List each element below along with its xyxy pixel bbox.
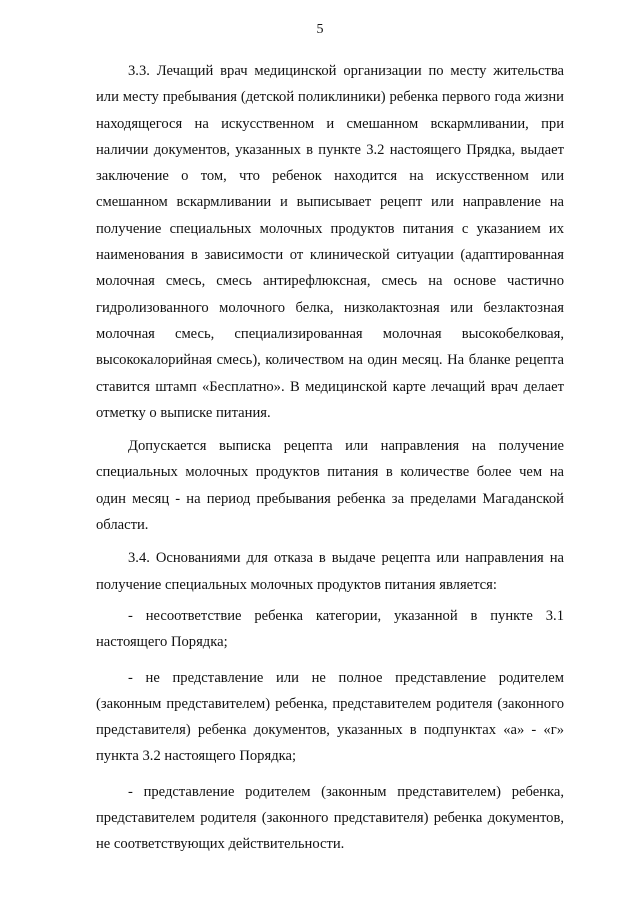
paragraph-allowance: Допускается выписка рецепта или направления на получение специальных молочных продуктов питания в количестве более чем на один месяц - на период пребывания ребенка за пределами Магаданской области.	[96, 438, 564, 534]
list-item-category-mismatch: - несоответствие ребенка категории, указанной в пункте 3.1 настоящего Порядка;	[96, 607, 564, 651]
page-number: 5	[316, 22, 324, 37]
document-body	[96, 58, 564, 858]
paragraph-3-3: 3.3. Лечащий врач медицинской организации по месту жительства или месту пребывания (детской поликлиники) ребенка первого года жизни находящегося на искусственном и смешанном вскармливании, при наличии документов, указанных в пункте 3.2 настоящего Прядка, выдает заключение о том, что ребенок находится на искусственном или смешанном вскармливании и выписывает рецепт или направление на получение специальных молочных продуктов питания с указанием их наименования в зависимости от клинической ситуации (адаптированная молочная смесь, смесь антирефлюксная, смесь на основе частично гидролизованного молочного белка, низколактозная или безлактозная молочная смесь, специализированная молочная высокобелковая, высококалорийная смесь), количеством на один месяц. На бланке рецепта ставится штамп «Бесплатно». В медицинской карте лечащий врач делает отметку о выписке питания.	[96, 63, 564, 421]
list-item-missing-documents: - не представление или не полное представление родителем (законным представителем) ребенка, представителем родителя (законного представителя) ребенка документов, указанных в подпунктах «а» - «г» пункта 3.2 настоящего Порядка;	[96, 669, 564, 765]
paragraph-3-4: 3.4. Основаниями для отказа в выдаче рецепта или направления на получение специальных молочных продуктов питания является:	[96, 550, 564, 593]
list-item-invalid-documents: - представление родителем (законным представителем) ребенка, представителем родителя (законного представителя) ребенка документов, не соответствующих действительности.	[96, 783, 564, 853]
